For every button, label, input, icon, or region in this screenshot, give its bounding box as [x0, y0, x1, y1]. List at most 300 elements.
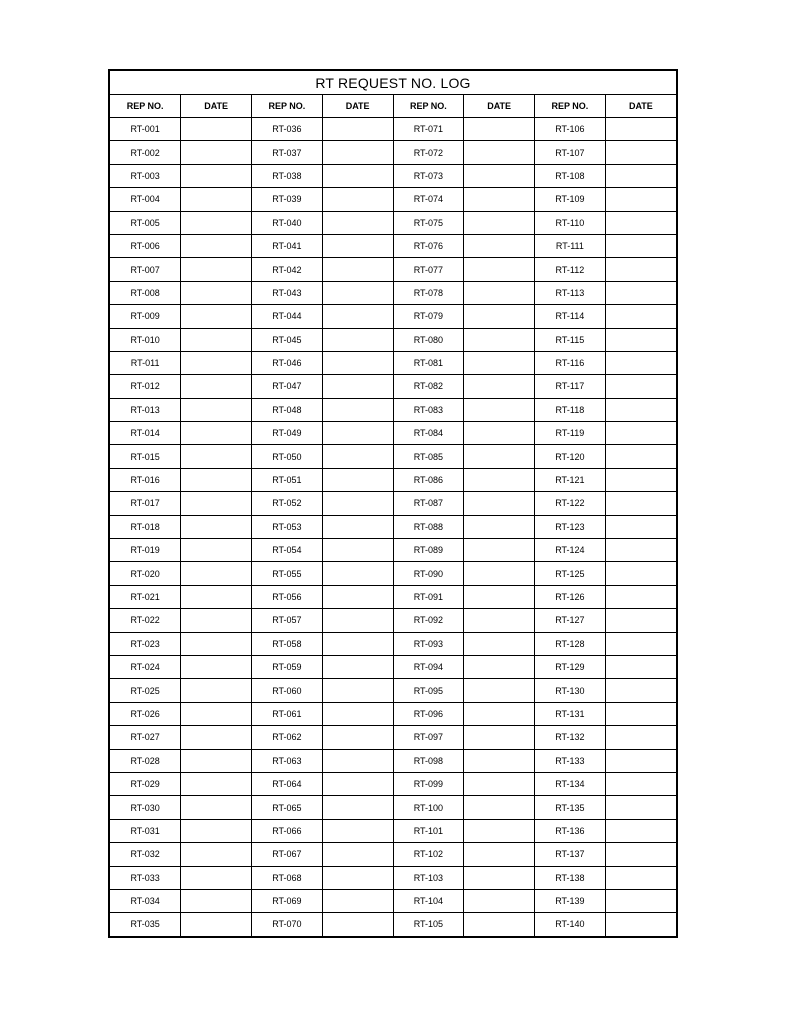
table-row [110, 211, 676, 234]
rep-no-cell: RT-075 [393, 211, 464, 234]
rep-no-cell: RT-082 [393, 375, 464, 398]
rt-request-log-table [110, 71, 676, 936]
rep-no-cell: RT-090 [393, 562, 464, 585]
table-row [110, 539, 676, 562]
rep-no-cell: RT-035 [110, 913, 181, 936]
rep-no-cell: RT-020 [110, 562, 181, 585]
rep-no-cell: RT-008 [110, 281, 181, 304]
rep-no-cell: RT-108 [535, 164, 606, 187]
date-cell [181, 679, 252, 702]
rep-no-cell: RT-080 [393, 328, 464, 351]
date-cell [464, 351, 535, 374]
date-cell [322, 164, 393, 187]
date-cell [464, 609, 535, 632]
rep-no-cell: RT-072 [393, 141, 464, 164]
date-cell [464, 772, 535, 795]
rep-no-cell: RT-019 [110, 539, 181, 562]
rep-no-cell: RT-088 [393, 515, 464, 538]
date-cell [181, 749, 252, 772]
rep-no-cell: RT-092 [393, 609, 464, 632]
rep-no-cell: RT-065 [252, 796, 323, 819]
table-row [110, 726, 676, 749]
rep-no-cell: RT-100 [393, 796, 464, 819]
table-row [110, 562, 676, 585]
table-row [110, 328, 676, 351]
rep-no-cell: RT-096 [393, 702, 464, 725]
rep-no-cell: RT-117 [535, 375, 606, 398]
rep-no-cell: RT-034 [110, 889, 181, 912]
date-cell [181, 539, 252, 562]
date-cell [605, 188, 676, 211]
rep-no-cell: RT-009 [110, 305, 181, 328]
date-cell [464, 819, 535, 842]
table-row [110, 305, 676, 328]
date-cell [181, 328, 252, 351]
date-cell [464, 913, 535, 936]
rep-no-cell: RT-095 [393, 679, 464, 702]
date-cell [464, 492, 535, 515]
rep-no-cell: RT-013 [110, 398, 181, 421]
table-row [110, 632, 676, 655]
rt-request-log-sheet [108, 69, 678, 938]
table-row [110, 164, 676, 187]
rep-no-cell: RT-067 [252, 843, 323, 866]
date-cell [605, 843, 676, 866]
date-cell [605, 866, 676, 889]
rep-no-cell: RT-099 [393, 772, 464, 795]
date-cell [605, 772, 676, 795]
rep-no-cell: RT-051 [252, 468, 323, 491]
date-cell [322, 749, 393, 772]
rep-no-cell: RT-128 [535, 632, 606, 655]
date-cell [181, 585, 252, 608]
column-header-date: DATE [322, 95, 393, 118]
date-cell [605, 281, 676, 304]
rep-no-cell: RT-023 [110, 632, 181, 655]
table-row [110, 351, 676, 374]
rep-no-cell: RT-030 [110, 796, 181, 819]
rep-no-cell: RT-102 [393, 843, 464, 866]
rep-no-cell: RT-074 [393, 188, 464, 211]
rep-no-cell: RT-017 [110, 492, 181, 515]
date-cell [605, 749, 676, 772]
date-cell [605, 211, 676, 234]
date-cell [181, 234, 252, 257]
date-cell [181, 772, 252, 795]
date-cell [464, 702, 535, 725]
table-row [110, 749, 676, 772]
rep-no-cell: RT-027 [110, 726, 181, 749]
date-cell [181, 609, 252, 632]
rep-no-cell: RT-001 [110, 118, 181, 141]
date-cell [181, 281, 252, 304]
date-cell [181, 445, 252, 468]
rep-no-cell: RT-063 [252, 749, 323, 772]
rep-no-cell: RT-138 [535, 866, 606, 889]
rep-no-cell: RT-121 [535, 468, 606, 491]
date-cell [605, 655, 676, 678]
rep-no-cell: RT-068 [252, 866, 323, 889]
date-cell [605, 679, 676, 702]
date-cell [322, 141, 393, 164]
table-row [110, 468, 676, 491]
rep-no-cell: RT-122 [535, 492, 606, 515]
date-cell [181, 188, 252, 211]
date-cell [464, 726, 535, 749]
rep-no-cell: RT-045 [252, 328, 323, 351]
date-cell [464, 843, 535, 866]
date-cell [322, 609, 393, 632]
date-cell [464, 515, 535, 538]
rep-no-cell: RT-134 [535, 772, 606, 795]
date-cell [181, 655, 252, 678]
date-cell [605, 305, 676, 328]
date-cell [464, 375, 535, 398]
date-cell [464, 539, 535, 562]
table-row [110, 258, 676, 281]
table-row [110, 234, 676, 257]
table-row [110, 889, 676, 912]
table-row [110, 843, 676, 866]
date-cell [181, 796, 252, 819]
date-cell [181, 164, 252, 187]
date-cell [322, 445, 393, 468]
date-cell [464, 468, 535, 491]
date-cell [181, 562, 252, 585]
table-row [110, 118, 676, 141]
rep-no-cell: RT-004 [110, 188, 181, 211]
rep-no-cell: RT-097 [393, 726, 464, 749]
rep-no-cell: RT-033 [110, 866, 181, 889]
date-cell [322, 351, 393, 374]
rep-no-cell: RT-071 [393, 118, 464, 141]
rep-no-cell: RT-123 [535, 515, 606, 538]
rep-no-cell: RT-056 [252, 585, 323, 608]
rep-no-cell: RT-069 [252, 889, 323, 912]
table-row [110, 398, 676, 421]
date-cell [181, 515, 252, 538]
date-cell [322, 679, 393, 702]
date-cell [322, 889, 393, 912]
rep-no-cell: RT-049 [252, 422, 323, 445]
date-cell [181, 422, 252, 445]
rep-no-cell: RT-118 [535, 398, 606, 421]
date-cell [464, 889, 535, 912]
date-cell [605, 468, 676, 491]
date-cell [605, 375, 676, 398]
rep-no-cell: RT-021 [110, 585, 181, 608]
rep-no-cell: RT-058 [252, 632, 323, 655]
rep-no-cell: RT-032 [110, 843, 181, 866]
rep-no-cell: RT-038 [252, 164, 323, 187]
rep-no-cell: RT-062 [252, 726, 323, 749]
rep-no-cell: RT-124 [535, 539, 606, 562]
date-cell [322, 468, 393, 491]
date-cell [605, 796, 676, 819]
table-row [110, 772, 676, 795]
date-cell [464, 141, 535, 164]
date-cell [322, 562, 393, 585]
date-cell [464, 211, 535, 234]
rep-no-cell: RT-060 [252, 679, 323, 702]
date-cell [464, 398, 535, 421]
date-cell [322, 234, 393, 257]
rep-no-cell: RT-133 [535, 749, 606, 772]
rep-no-cell: RT-136 [535, 819, 606, 842]
rep-no-cell: RT-094 [393, 655, 464, 678]
rep-no-cell: RT-140 [535, 913, 606, 936]
rep-no-cell: RT-073 [393, 164, 464, 187]
date-cell [322, 632, 393, 655]
rep-no-cell: RT-120 [535, 445, 606, 468]
rep-no-cell: RT-085 [393, 445, 464, 468]
rep-no-cell: RT-093 [393, 632, 464, 655]
rep-no-cell: RT-089 [393, 539, 464, 562]
date-cell [605, 234, 676, 257]
table-row [110, 796, 676, 819]
rep-no-cell: RT-081 [393, 351, 464, 374]
date-cell [322, 422, 393, 445]
rep-no-cell: RT-002 [110, 141, 181, 164]
date-cell [605, 258, 676, 281]
rep-no-cell: RT-111 [535, 234, 606, 257]
date-cell [322, 118, 393, 141]
rep-no-cell: RT-041 [252, 234, 323, 257]
rep-no-cell: RT-054 [252, 539, 323, 562]
rep-no-cell: RT-079 [393, 305, 464, 328]
date-cell [181, 375, 252, 398]
rep-no-cell: RT-076 [393, 234, 464, 257]
date-cell [464, 422, 535, 445]
rep-no-cell: RT-025 [110, 679, 181, 702]
rep-no-cell: RT-126 [535, 585, 606, 608]
date-cell [464, 796, 535, 819]
rep-no-cell: RT-031 [110, 819, 181, 842]
date-cell [605, 702, 676, 725]
rep-no-cell: RT-106 [535, 118, 606, 141]
date-cell [181, 632, 252, 655]
date-cell [605, 118, 676, 141]
date-cell [181, 351, 252, 374]
date-cell [605, 351, 676, 374]
date-cell [605, 632, 676, 655]
rep-no-cell: RT-114 [535, 305, 606, 328]
date-cell [181, 211, 252, 234]
date-cell [464, 632, 535, 655]
date-cell [322, 398, 393, 421]
rep-no-cell: RT-039 [252, 188, 323, 211]
date-cell [605, 515, 676, 538]
date-cell [605, 819, 676, 842]
table-row [110, 445, 676, 468]
date-cell [605, 585, 676, 608]
table-row [110, 515, 676, 538]
rep-no-cell: RT-139 [535, 889, 606, 912]
date-cell [464, 188, 535, 211]
date-cell [464, 866, 535, 889]
table-row [110, 281, 676, 304]
date-cell [605, 539, 676, 562]
date-cell [464, 585, 535, 608]
rep-no-cell: RT-086 [393, 468, 464, 491]
date-cell [322, 305, 393, 328]
rep-no-cell: RT-012 [110, 375, 181, 398]
rep-no-cell: RT-046 [252, 351, 323, 374]
rep-no-cell: RT-104 [393, 889, 464, 912]
rep-no-cell: RT-083 [393, 398, 464, 421]
table-row [110, 141, 676, 164]
rep-no-cell: RT-048 [252, 398, 323, 421]
rep-no-cell: RT-078 [393, 281, 464, 304]
column-header-rep-no: REP NO. [393, 95, 464, 118]
rep-no-cell: RT-047 [252, 375, 323, 398]
rep-no-cell: RT-132 [535, 726, 606, 749]
rep-no-cell: RT-125 [535, 562, 606, 585]
rep-no-cell: RT-130 [535, 679, 606, 702]
rep-no-cell: RT-115 [535, 328, 606, 351]
table-row [110, 375, 676, 398]
table-row [110, 492, 676, 515]
rep-no-cell: RT-003 [110, 164, 181, 187]
rep-no-cell: RT-010 [110, 328, 181, 351]
date-cell [605, 889, 676, 912]
rep-no-cell: RT-077 [393, 258, 464, 281]
date-cell [464, 749, 535, 772]
date-cell [181, 305, 252, 328]
date-cell [605, 398, 676, 421]
date-cell [322, 211, 393, 234]
rep-no-cell: RT-036 [252, 118, 323, 141]
rep-no-cell: RT-061 [252, 702, 323, 725]
table-row [110, 702, 676, 725]
table-row [110, 585, 676, 608]
table-row [110, 819, 676, 842]
date-cell [181, 866, 252, 889]
rep-no-cell: RT-015 [110, 445, 181, 468]
column-header-date: DATE [605, 95, 676, 118]
date-cell [181, 258, 252, 281]
date-cell [181, 819, 252, 842]
table-row [110, 609, 676, 632]
date-cell [605, 141, 676, 164]
date-cell [322, 796, 393, 819]
rep-no-cell: RT-007 [110, 258, 181, 281]
rep-no-cell: RT-091 [393, 585, 464, 608]
date-cell [464, 328, 535, 351]
rep-no-cell: RT-022 [110, 609, 181, 632]
rep-no-cell: RT-011 [110, 351, 181, 374]
rep-no-cell: RT-052 [252, 492, 323, 515]
date-cell [322, 843, 393, 866]
date-cell [181, 702, 252, 725]
date-cell [322, 772, 393, 795]
rep-no-cell: RT-103 [393, 866, 464, 889]
rep-no-cell: RT-129 [535, 655, 606, 678]
date-cell [181, 398, 252, 421]
table-row [110, 655, 676, 678]
date-cell [322, 585, 393, 608]
date-cell [322, 188, 393, 211]
date-cell [464, 305, 535, 328]
date-cell [181, 889, 252, 912]
date-cell [464, 281, 535, 304]
table-row [110, 679, 676, 702]
date-cell [181, 118, 252, 141]
rep-no-cell: RT-029 [110, 772, 181, 795]
date-cell [181, 913, 252, 936]
date-cell [181, 843, 252, 866]
table-row [110, 913, 676, 936]
rep-no-cell: RT-087 [393, 492, 464, 515]
date-cell [464, 562, 535, 585]
rep-no-cell: RT-006 [110, 234, 181, 257]
date-cell [464, 258, 535, 281]
date-cell [322, 492, 393, 515]
date-cell [322, 702, 393, 725]
date-cell [464, 445, 535, 468]
rep-no-cell: RT-131 [535, 702, 606, 725]
date-cell [464, 679, 535, 702]
rep-no-cell: RT-112 [535, 258, 606, 281]
log-body [110, 118, 676, 936]
rep-no-cell: RT-050 [252, 445, 323, 468]
table-row [110, 422, 676, 445]
date-cell [322, 515, 393, 538]
rep-no-cell: RT-005 [110, 211, 181, 234]
rep-no-cell: RT-109 [535, 188, 606, 211]
date-cell [181, 468, 252, 491]
rep-no-cell: RT-135 [535, 796, 606, 819]
date-cell [605, 609, 676, 632]
date-cell [181, 492, 252, 515]
date-cell [464, 118, 535, 141]
rep-no-cell: RT-037 [252, 141, 323, 164]
rep-no-cell: RT-016 [110, 468, 181, 491]
column-header-date: DATE [464, 95, 535, 118]
column-header-rep-no: REP NO. [252, 95, 323, 118]
rep-no-cell: RT-028 [110, 749, 181, 772]
date-cell [464, 234, 535, 257]
date-cell [605, 164, 676, 187]
rep-no-cell: RT-127 [535, 609, 606, 632]
rep-no-cell: RT-024 [110, 655, 181, 678]
date-cell [464, 655, 535, 678]
rep-no-cell: RT-018 [110, 515, 181, 538]
rep-no-cell: RT-119 [535, 422, 606, 445]
rep-no-cell: RT-107 [535, 141, 606, 164]
date-cell [605, 562, 676, 585]
date-cell [464, 164, 535, 187]
date-cell [605, 913, 676, 936]
table-row [110, 866, 676, 889]
date-cell [322, 258, 393, 281]
rep-no-cell: RT-101 [393, 819, 464, 842]
date-cell [322, 655, 393, 678]
rep-no-cell: RT-113 [535, 281, 606, 304]
date-cell [181, 141, 252, 164]
rep-no-cell: RT-055 [252, 562, 323, 585]
date-cell [322, 539, 393, 562]
rep-no-cell: RT-064 [252, 772, 323, 795]
date-cell [605, 492, 676, 515]
column-header-row [110, 95, 676, 118]
date-cell [322, 726, 393, 749]
rep-no-cell: RT-110 [535, 211, 606, 234]
date-cell [605, 422, 676, 445]
date-cell [605, 328, 676, 351]
column-header-date: DATE [181, 95, 252, 118]
rep-no-cell: RT-070 [252, 913, 323, 936]
